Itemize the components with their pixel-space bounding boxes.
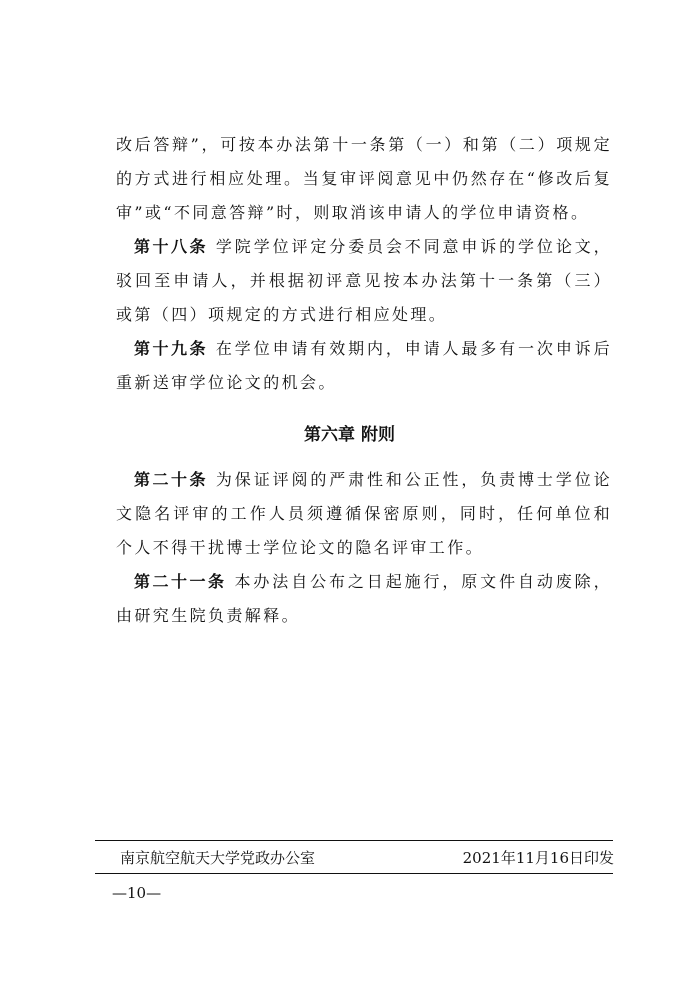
article-19 bbox=[116, 332, 612, 400]
article-20-label: 第二十条 bbox=[134, 470, 208, 489]
footer-issuer: 南京航空航天大学党政办公室 bbox=[120, 849, 316, 867]
article-21 bbox=[116, 565, 612, 633]
article-18 bbox=[116, 230, 612, 332]
article-21-text: 本办法自公布之日起施行，原文件自动废除，由研究生院负责解释。 bbox=[116, 572, 612, 625]
chapter-heading: 第六章 附则 bbox=[304, 425, 395, 445]
article-20 bbox=[116, 463, 612, 565]
footer-bottom-rule bbox=[95, 873, 613, 874]
article-21-label: 第二十一条 bbox=[134, 572, 227, 591]
article-19-label: 第十九条 bbox=[134, 339, 208, 358]
article-19-text: 在学位申请有效期内，申请人最多有一次申诉后重新送审学位论文的机会。 bbox=[116, 339, 612, 392]
article-18-text: 学院学位评定分委员会不同意申诉的学位论文，驳回至申请人，并根据初评意见按本办法第十一条第（三）或第（四）项规定的方式进行相应处理。 bbox=[116, 237, 612, 324]
article-20-text: 为保证评阅的严肃性和公正性，负责博士学位论文隐名评审的工作人员须遵循保密原则，同时，任何单位和个人不得干扰博士学位论文的隐名评审工作。 bbox=[116, 470, 612, 557]
page-number: —10— bbox=[112, 884, 162, 902]
footer-top-rule bbox=[95, 840, 613, 841]
article-18-label: 第十八条 bbox=[134, 237, 208, 256]
paragraph-continuation: 改后答辩”，可按本办法第十一条第（一）和第（二）项规定的方式进行相应处理。当复审评阅意见中仍然存在“修改后复审”或“不同意答辩”时，则取消该申请人的学位申请资格。 bbox=[116, 135, 612, 222]
footer-date: 2021年11月16日印发 bbox=[462, 849, 614, 867]
